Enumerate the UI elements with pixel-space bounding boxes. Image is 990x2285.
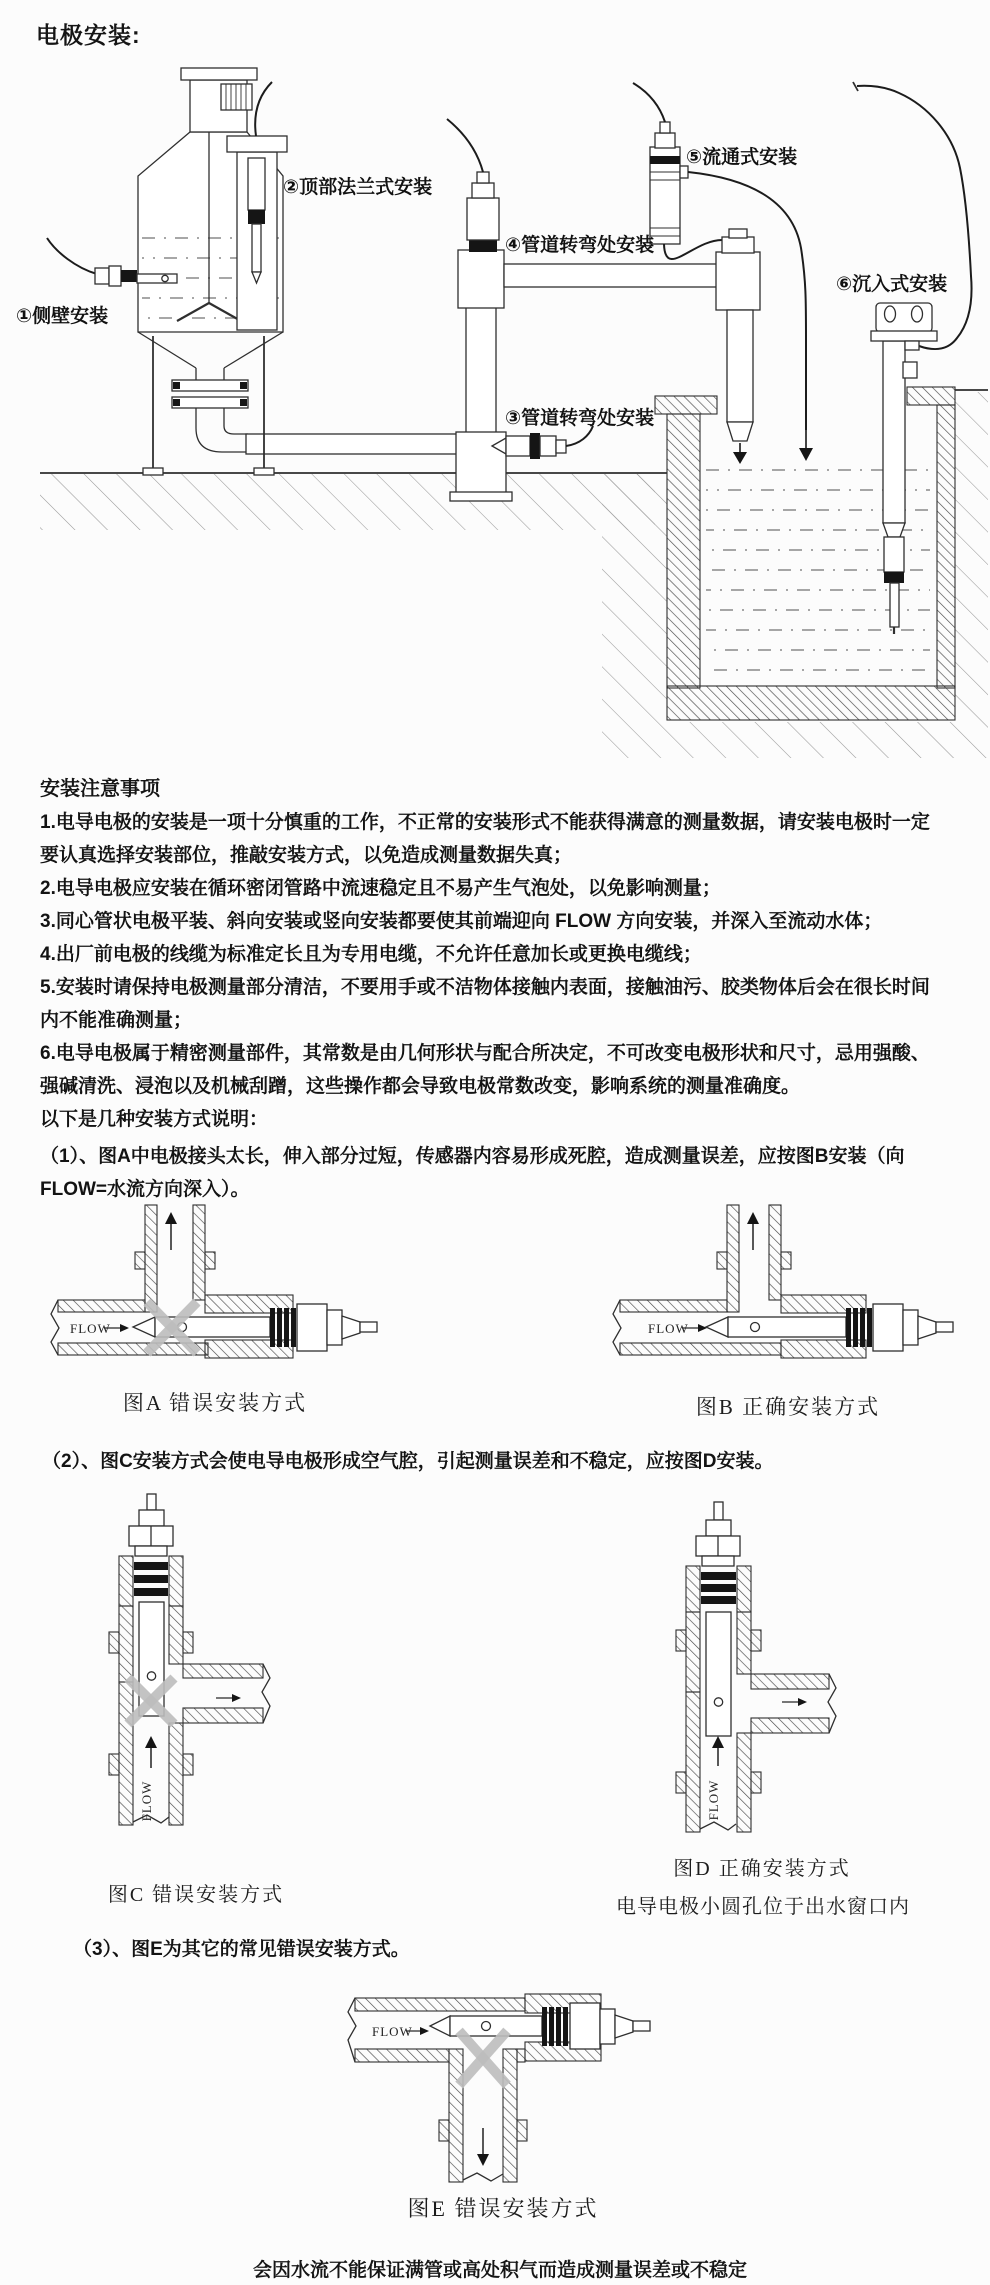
flow-label: FLOW	[70, 1321, 111, 1336]
right-arrow-icon	[120, 1324, 129, 1332]
figure-c-wrong-installation	[109, 1494, 270, 1825]
reaction-vessel	[138, 68, 468, 475]
right-arrow-icon	[420, 2027, 429, 2035]
note-line: 2.电导电极应安装在循环密闭管路中流速稳定且不易产生气泡处，以免影响测量；	[40, 878, 721, 899]
electrode-flow-through	[633, 83, 688, 244]
electrode-elbow-upper	[447, 119, 499, 252]
up-arrow-icon	[145, 1736, 157, 1748]
label-side-wall: ①侧壁安装	[16, 306, 109, 327]
figure-a-caption: 图A 错误安装方式	[122, 1391, 308, 1415]
up-arrow-icon	[747, 1212, 759, 1224]
flow-label: FLOW	[706, 1779, 721, 1821]
label-submersion: ⑥沉入式安装	[836, 274, 948, 295]
down-arrow-icon	[799, 448, 813, 461]
footnote: 会因水流不能保证满管或高处积气而造成测量误差或不稳定	[252, 2260, 747, 2281]
figure-e-wrong-installation	[348, 1994, 650, 2182]
note-line: 3.同心管状电极平装、斜向安装或竖向安装都要使其前端迎向 FLOW 方向安装，并深入至流动水体；	[40, 911, 883, 932]
note-line: 以下是几种安装方式说明：	[40, 1109, 269, 1130]
electrode-elbow-lower	[492, 426, 593, 459]
installation-figures-diagram	[0, 1190, 990, 2285]
up-arrow-icon	[712, 1736, 724, 1748]
top-installation-diagram	[0, 40, 990, 780]
label-flow-through: ⑤流通式安装	[686, 147, 798, 168]
right-arrow-icon	[232, 1694, 241, 1702]
label-elbow-lower: ③管道转弯处安装	[505, 408, 655, 429]
page-title: 电极安装:	[36, 22, 141, 48]
paragraph-3: （3）、图E为其它的常见错误安装方式。	[73, 1939, 410, 1960]
note-line: 4.出厂前电极的线缆为标准定长且为专用电缆，不允许任意加长或更换电缆线；	[40, 944, 702, 965]
up-arrow-icon	[165, 1212, 177, 1224]
flow-label: FLOW	[139, 1780, 154, 1822]
method-intro-line1: （1）、图A中电极接头太长，伸入部分过短，传感器内容易形成死腔，造成测量误差，应按图B安装（向	[40, 1146, 905, 1167]
flow-label: FLOW	[648, 1321, 689, 1336]
label-elbow-upper: ④管道转弯处安装	[505, 235, 655, 256]
bottom-pipe	[246, 434, 468, 454]
label-top-flange: ②顶部法兰式安装	[283, 177, 433, 198]
right-arrow-icon	[698, 1324, 707, 1332]
note-line: 要认真选择安装部位，推敲安装方式，以免造成测量数据失真；	[40, 845, 573, 866]
figure-d-caption2: 电导电极小圆孔位于出水窗口内	[616, 1896, 910, 1918]
figure-a-wrong-installation	[51, 1205, 377, 1358]
figure-c-caption: 图C 错误安装方式	[107, 1884, 285, 1906]
notes-heading: 安装注意事项	[40, 778, 160, 800]
figure-e-caption: 图E 错误安装方式	[407, 2196, 599, 2221]
down-arrow-icon	[733, 452, 747, 464]
flow-label: FLOW	[372, 2024, 413, 2039]
note-line: 内不能准确测量；	[40, 1010, 193, 1031]
note-line: 强碱清洗、浸泡以及机械刮蹭，这些操作都会导致电极常数改变，影响系统的测量准确度。	[40, 1076, 801, 1097]
sump-pit	[655, 387, 955, 720]
note-line: 1.电导电极的安装是一项十分慎重的工作，不正常的安装形式不能获得满意的测量数据，请安装电极时一定	[40, 812, 930, 833]
right-arrow-icon	[798, 1698, 807, 1706]
down-arrow-icon	[477, 2154, 489, 2166]
figure-d-caption: 图D 正确安装方式	[673, 1858, 851, 1880]
figure-d-correct-installation	[676, 1502, 836, 1832]
figure-b-correct-installation	[613, 1205, 953, 1358]
note-line: 5.安装时请保持电极测量部分清洁，不要用手或不洁物体接触内表面，接触油污、胶类物体后会在很长时间	[40, 977, 930, 998]
note-line: 6.电导电极属于精密测量部件，其常数是由几何形状与配合所决定，不可改变电极形状和尺寸，忌用强酸、	[40, 1043, 930, 1064]
paragraph-2: （2）、图C安装方式会使电导电极形成空气腔，引起测量误差和不稳定，应按图D安装。	[42, 1451, 774, 1472]
method-intro-line2: FLOW=水流方向深入）。	[40, 1179, 250, 1200]
wrong-x-mark-icon	[459, 2031, 507, 2085]
figure-b-caption: 图B 正确安装方式	[695, 1395, 881, 1419]
